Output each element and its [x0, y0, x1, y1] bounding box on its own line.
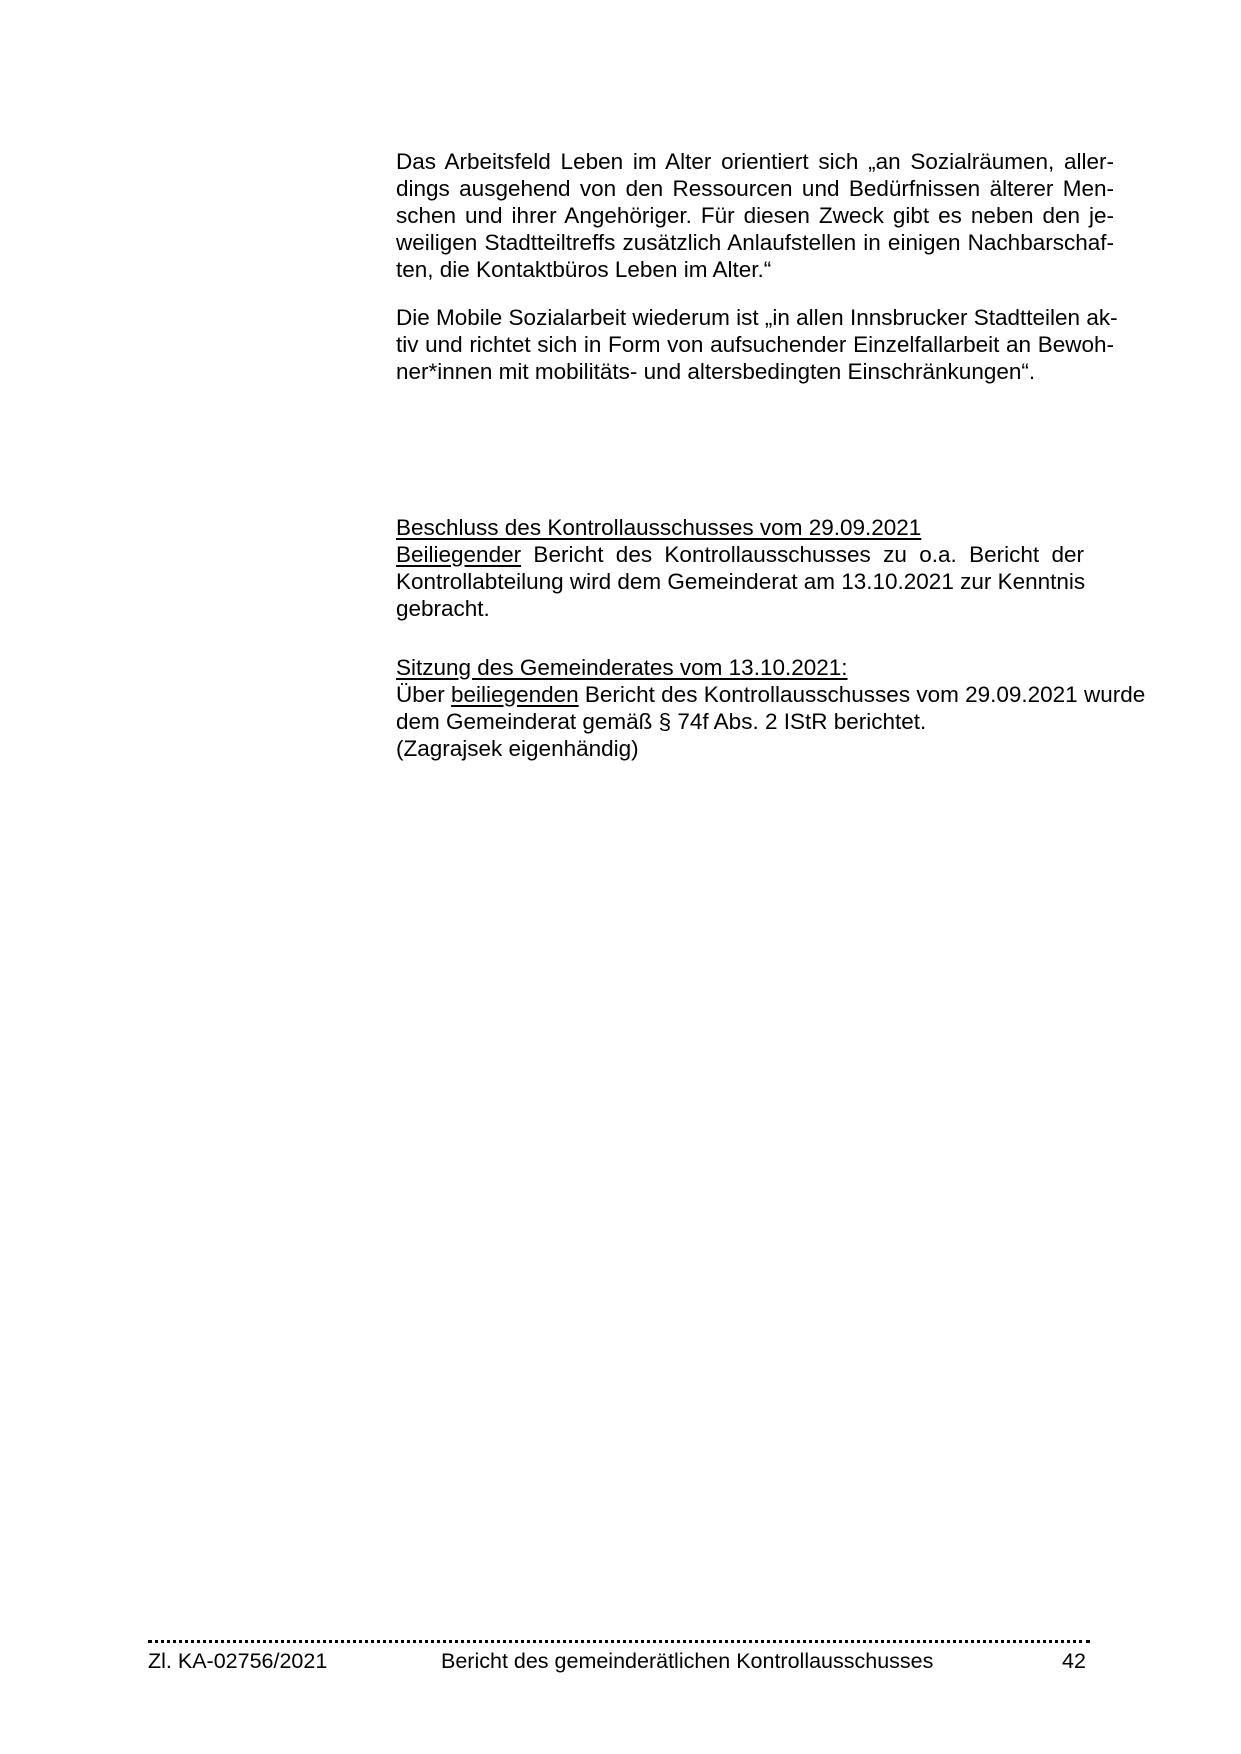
- footer-reference: Zl. KA-02756/2021: [148, 1649, 328, 1673]
- beschluss-line: [396, 541, 1084, 568]
- quote-line: ten, die Kontaktbüros Leben im Alter.“: [396, 257, 772, 282]
- sitzung-underlined-word: beiliegenden: [451, 682, 579, 707]
- sitzung-line-text: Über: [396, 682, 452, 707]
- beschluss-heading: Beschluss des Kontrollausschusses vom 29.09.2021: [396, 515, 922, 540]
- sitzung-line-text: Bericht des Kontrollausschusses vom 29.09.2021 wurde: [578, 682, 1146, 707]
- sitzung-line: [396, 681, 1145, 708]
- footer-title: Bericht des gemeinderätlichen Kontrollausschusses: [441, 1649, 934, 1673]
- quote-line: dings ausgehend von den Ressourcen und Bedürfnissen älterer Men-: [396, 176, 1114, 201]
- quote-line: weiligen Stadtteiltreffs zusätzlich Anlaufstellen in einigen Nachbarschaf-: [396, 230, 1114, 255]
- beschluss-line-text: Bericht des Kontrollausschusses zu o.a. Bericht der: [521, 542, 1084, 567]
- sitzung-line: dem Gemeinderat gemäß § 74f Abs. 2 IStR berichtet.: [396, 709, 927, 734]
- page-number: 42: [1062, 1649, 1086, 1673]
- quote-line: schen und ihrer Angehöriger. Für diesen Zweck gibt es neben den je-: [396, 203, 1114, 228]
- quote-line: Das Arbeitsfeld Leben im Alter orientiert sich „an Sozialräumen, aller-: [396, 149, 1114, 174]
- beschluss-underlined-word: Beiliegender: [396, 542, 522, 567]
- sitzung-heading: Sitzung des Gemeinderates vom 13.10.2021:: [396, 655, 848, 680]
- beschluss-line: gebracht.: [396, 596, 490, 621]
- quote-line: ner*innen mit mobilitäts- und altersbedingten Einschränkungen“.: [396, 359, 1036, 384]
- beschluss-line: Kontrollabteilung wird dem Gemeinderat am 13.10.2021 zur Kenntnis: [396, 569, 1086, 594]
- sitzung-line: (Zagrajsek eigenhändig): [396, 736, 639, 761]
- quote-line: tiv und richtet sich in Form von aufsuchender Einzelfallarbeit an Bewoh-: [396, 332, 1114, 357]
- quote-line: Die Mobile Sozialarbeit wiederum ist „in allen Innsbrucker Stadtteilen ak-: [396, 305, 1118, 330]
- footer-dotted-divider: [148, 1630, 1090, 1643]
